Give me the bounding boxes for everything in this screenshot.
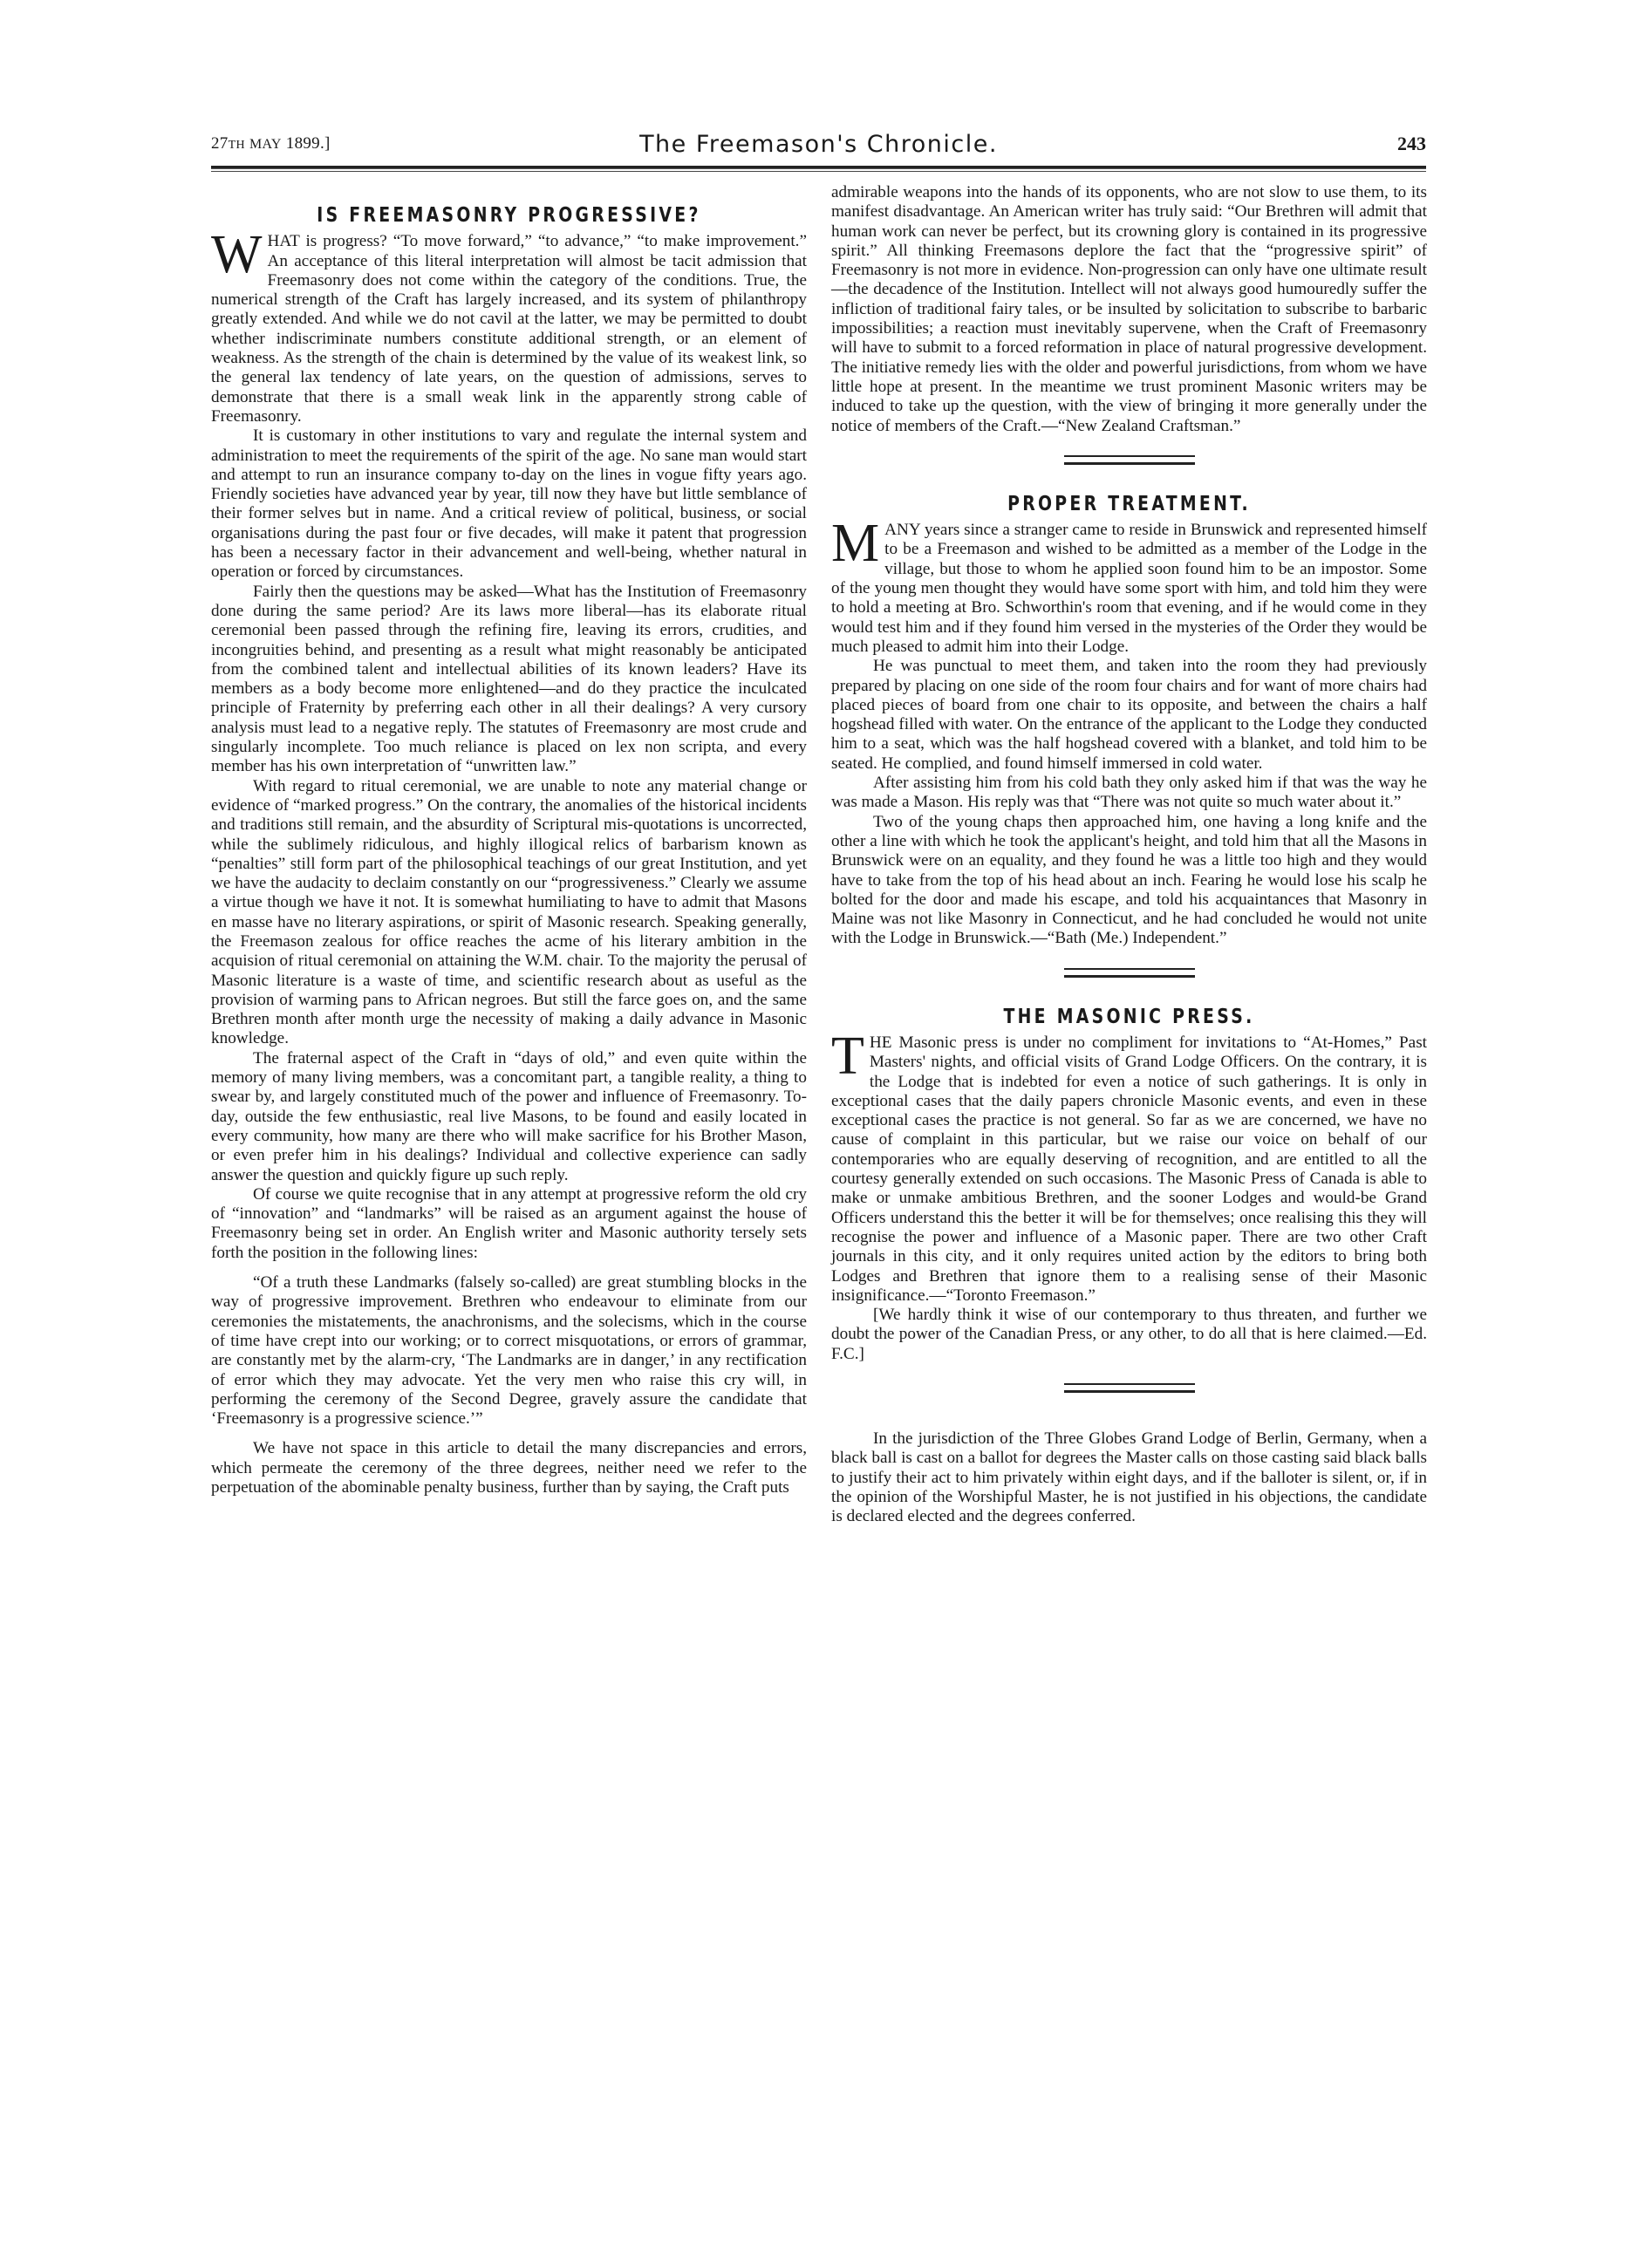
article-title-masonic-press: THE MASONIC PRESS. <box>1003 1005 1255 1028</box>
page-header <box>211 131 1426 157</box>
paragraph: Of course we quite recognise that in any attempt at progressive reform the old cry of “innovation” and “landmarks” will be raised as an argument against the house of Freemasonry being set in order. An English writer and Masonic authority tersely sets forth the position in the following lines: <box>211 1184 807 1262</box>
publication-title: The Freemason's Chronicle. <box>639 131 998 158</box>
paragraph: In the jurisdiction of the Three Globes Grand Lodge of Berlin, Germany, when a black ball is cast on a ballot for degrees the Master calls on those casting said black balls to justify their act to him privately within eight days, and if the balloter is silent, or, if in the opinion of the Worshipful Master, he is not justified in his objections, the candidate is declared elected and the degrees conferred. <box>831 1429 1427 1526</box>
section-divider <box>1064 455 1195 465</box>
drop-cap: T <box>831 1026 864 1086</box>
article-title-progressive: IS FREEMASONRY PROGRESSIVE? <box>317 204 701 227</box>
paragraph-text: HAT is progress? “To move forward,” “to advance,” “to make improvement.” An acceptance of this literal interpretation will almost be tacit admission that Freemasonry does not come within the category of the conditions. True, the numerical strength of the Craft has largely increased, and its system of philanthropy greatly extended. And while we do not cavil at the latter, we may be permitted to doubt whether indiscriminate numbers constitute additional strength, or an element of weakness. As the strength of the chain is determined by the value of its weakest link, so the general lax tendency of late years, on the question of admissions, serves to demonstrate that there is a small weak link in the apparently strong cable of Freemasonry. <box>211 232 807 426</box>
paragraph: Fairly then the questions may be asked—What has the Institution of Freemasonry done during the same period? Are its laws more liberal—has its elaborate ritual ceremonial been passed through the refining fire, leaving its errors, crudities, and incongruities behind, and presenting as a result what might reasonably be anticipated from the combined talent and intellectual abilities of its known leaders? Have its members as a body become more enlightened—and do they practice the inculcated principle of Fraternity by preferring each other in all their dealings? A very cursory analysis must lead to a negative reply. The statutes of Freemasonry are most crude and singularly incomplete. Too much reliance is placed on lex non scripta, and every member has his own interpretation of “unwritten law.” <box>211 582 807 776</box>
paragraph: Two of the young chaps then approached him, one having a long knife and the other a line with which he took the applicant's height, and told him that all the Masons in Brunswick were on an equality, and they found he was a little too high and they would have to take from the top of his head about an inch. Fearing he would lose his scalp he bolted for the door and made his escape, and told his acquaintances that Masonry in Maine was not like Masonry in Connecticut, and he had concluded he would not unite with the Lodge in Brunswick.—“Bath (Me.) Independent.” <box>831 812 1427 948</box>
paragraph: After assisting him from his cold bath they only asked him if that was the way he was made a Mason. His reply was that “There was not quite so much water about it.” <box>831 774 1427 812</box>
column-left <box>211 206 807 1497</box>
block-quote: “Of a truth these Landmarks (falsely so-called) are great stumbling blocks in the way of progressive improvement. Brethren who endeavour to eliminate from our ceremonies the mistatements, the anachronisms, and the solecisms, which in the course of time have crept into our working; or to correct misquotations, or errors of grammar, are constantly met by the alarm-cry, ‘The Landmarks are in danger,’ in any rectification of error which they may advocate. Yet the very men who raise this cry will, in performing the ceremony of the Second Degree, gravely assure the candidate that ‘Freemasonry is a progressive science.’” <box>211 1273 807 1429</box>
date-suffix: TH <box>228 139 245 152</box>
editorial-note: [We hardly think it wise of our contemporary to thus threaten, and further we doubt the power of the Canadian Press, or any other, to do all that is here claimed.—Ed. F.C.] <box>831 1306 1427 1363</box>
header-rule-thin <box>211 171 1426 172</box>
page-number: 243 <box>1397 133 1426 154</box>
paragraph: With regard to ritual ceremonial, we are unable to note any material change or evidence of “marked progress.” On the contrary, the anomalies of the historical incidents and traditions still remain, and the absurdity of Scriptural mis-quotations is uncorrected, while the sublimely ridiculous, and highly illogical relics of barbarism known as “penalties” still form part of the philosophical teachings of our great Institution, and yet we have the audacity to declaim constantly on our “progressiveness.” Clearly we assume a virtue though we have it not. It is somewhat humiliating to have to admit that Masons en masse have no literary aspirations, or spirit of Masonic research. Speaking generally, the Freemason zealous for office reaches the acme of his literary ambition in the acquision of ritual ceremonial on attaining the W.M. chair. To the majority the perusal of Masonic literature is a waste of time, and scientific research about as useful as the provision of warming pans to African negroes. But still the farce goes on, and the same Brethren month after month urge the necessity of making a daily advance in Masonic knowledge. <box>211 776 807 1048</box>
paragraph: The fraternal aspect of the Craft in “days of old,” and even quite within the memory of many living members, was a concomitant part, a tangible reality, a thing to swear by, and largely constituted much of the power and influence of Freemasonry. To-day, outside the few enthusiastic, real live Masons, to be found and easily located in every community, how many are there who will make sacrifice for his Brother Mason, or even prefer him in his dealings? Individual and collective experience can sadly answer the question and quickly figure up such reply. <box>211 1048 807 1184</box>
paragraph: It is customary in other institutions to vary and regulate the internal system and administration to meet the requirements of the spirit of the age. No sane man would start and attempt to run an insurance company to-day on the lines in vogue fifty years ago. Friendly societies have advanced year by year, till now they have but little semblance of their former selves but in name. And a critical review of political, business, or social organisations during the past four or five decades, will make it patent that progression has been a necessary factor in their advancement and well-being, whether natural in operation or forced by circumstances. <box>211 426 807 582</box>
section-divider <box>1064 1383 1195 1393</box>
section-divider <box>1064 968 1195 978</box>
paragraph <box>831 514 1427 657</box>
paragraph-text: HE Masonic press is under no compliment for invitations to “At-Homes,” Past Masters' nights, and official visits of Grand Lodge Officers. On the contrary, it is the Lodge that is indebted for even a notice of such gatherings. It is only in exceptional cases that the daily papers chronicle Masonic events, and even in these exceptional cases the practice is not general. So far as we are concerned, we have no cause of complaint in this particular, but we raise our voice on behalf of our contemporaries who are equally deserving of recognition, and are entitled to all the courtesy generally extended on such occasions. The Masonic Press of Canada is able to make or unmake ambitious Brethren, and the sooner Lodges and would-be Grand Officers understand this the better it will be for themselves; once realising this they will recognise the power and influence of a Masonic paper. There are two other Craft journals in this city, and it only requires united action by the editors to bring both Lodges and Brethren that ignore them to a realising sense of their Masonic insignificance.—“Toronto Freemason.” <box>831 1033 1427 1305</box>
column-right <box>831 183 1427 1527</box>
paragraph-text: ANY years since a stranger came to reside in Brunswick and represented himself to be a Freemason and wished to be admitted as a member of the Lodge in the village, but those to whom he applied soon found him to be an impostor. Some of the young men thought they would have some sport with him, and told him they were to hold a meeting at Bro. Schworthin's room that evening, and if he would come in they would test him and if they found him versed in the mysteries of the Order they would be much pleased to admit him into their Lodge. <box>831 521 1427 656</box>
date-year: 1899.] <box>285 134 331 153</box>
paragraph <box>211 225 807 426</box>
paragraph-continued: admirable weapons into the hands of its opponents, who are not slow to use them, to its manifest disadvantage. An American writer has truly said: “Our Brethren will admit that human work can never be perfect, but its crowning glory is contained in its progressive spirit.” All thinking Freemasons deplore the fact that the “progressive spirit” of Freemasonry is not more in evidence. Non-progression can only have one ultimate result—the decadence of the Institution. Intellect will not always good humouredly suffer the infliction of traditional fairy tales, or be insulted by solicitation to subscribe to barbaric impossibilities; a reaction must inevitably supervene, when the Craft of Freemasonry will have to submit to a forced reformation in place of natural progressive development. The initiative remedy lies with the older and powerful jurisdictions, from whom we have little hope at present. In the meantime we trust prominent Masonic writers may be induced to take up the question, with the view of bringing it more generally under the notice of members of the Craft.—“New Zealand Craftsman.” <box>831 183 1427 435</box>
drop-cap: W <box>211 225 263 285</box>
date-month: MAY <box>249 137 282 152</box>
paragraph: We have not space in this article to detail the many discrepancies and errors, which permeate the ceremony of the three degrees, neither need we refer to the perpetuation of the abominable penalty business, further than by saying, the Craft puts <box>211 1439 807 1497</box>
drop-cap: M <box>831 514 880 574</box>
article-title-proper-treatment: PROPER TREATMENT. <box>1007 492 1251 515</box>
date-day: 27 <box>211 134 229 153</box>
header-rule <box>211 166 1426 169</box>
paragraph <box>831 1026 1427 1306</box>
paragraph: He was punctual to meet them, and taken into the room they had previously prepared by placing on one side of the room four chairs and for want of more chairs had placed pieces of board from one chair to its opposite, and between the chairs a half hogshead filled with water. On the entrance of the applicant to the Lodge they conducted him to a seat, which was the half hogshead covered with a blanket, and told him to be seated. He complied, and found himself immersed in cold water. <box>831 657 1427 773</box>
